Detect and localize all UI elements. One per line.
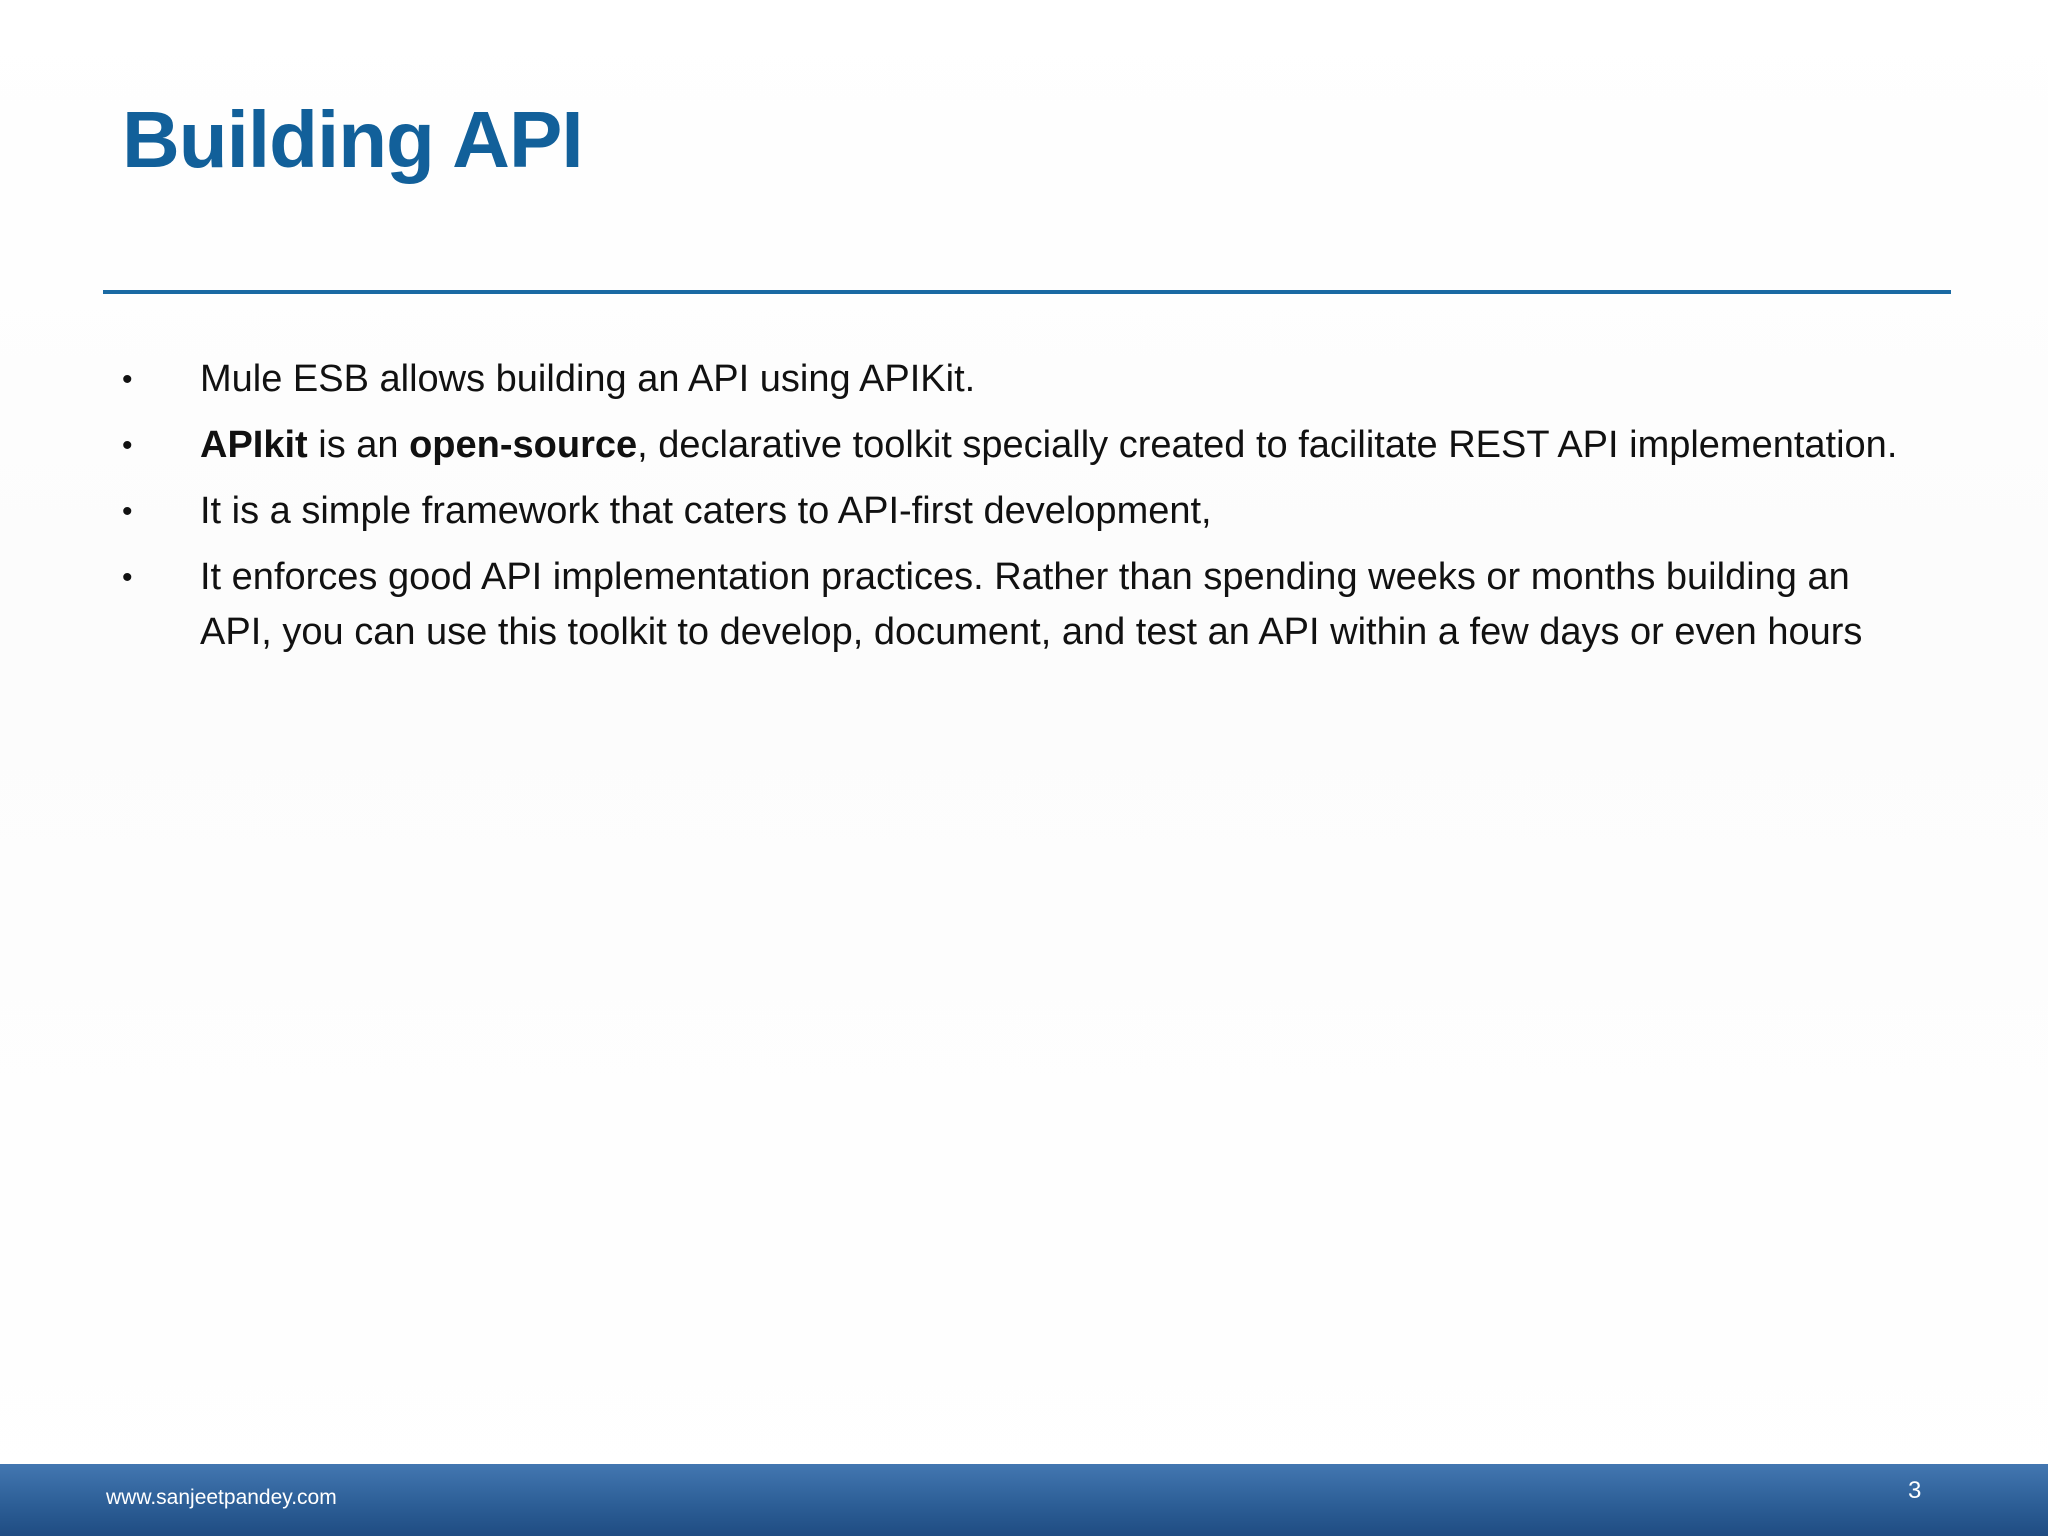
title-divider xyxy=(103,290,1951,294)
bullet-dot: • xyxy=(122,429,133,462)
bullet-text: is an xyxy=(307,424,410,466)
page-number: 3 xyxy=(1908,1477,1922,1504)
footer-url: www.sanjeetpandey.com xyxy=(106,1486,337,1509)
bullet-dot: • xyxy=(122,495,133,528)
bullet-text: It enforces good API implementation practices. Rather than spending weeks or months building an API, you can use this toolkit to develop, document, and test an API within a few days or even hours xyxy=(200,556,1863,653)
bullet-dot: • xyxy=(122,561,133,594)
bullet-dot: • xyxy=(122,363,133,396)
bullet-list xyxy=(122,352,1902,671)
bullet-item-3 xyxy=(122,484,1902,539)
bullet-item-1 xyxy=(122,352,1902,407)
bullet-text: Mule ESB allows building an API using APIKit. xyxy=(200,358,976,400)
bullet-text-bold: APIkit xyxy=(200,424,308,466)
bullet-text-bold: open-source xyxy=(409,424,638,466)
bullet-text: , declarative toolkit specially created to facilitate REST API implementation. xyxy=(637,424,1898,466)
bullet-item-4 xyxy=(122,550,1902,660)
slide-title: Building API xyxy=(122,95,583,184)
bullet-item-2 xyxy=(122,418,1902,473)
bullet-text: It is a simple framework that caters to API-first development, xyxy=(200,490,1212,532)
footer-bar xyxy=(0,1464,2048,1536)
